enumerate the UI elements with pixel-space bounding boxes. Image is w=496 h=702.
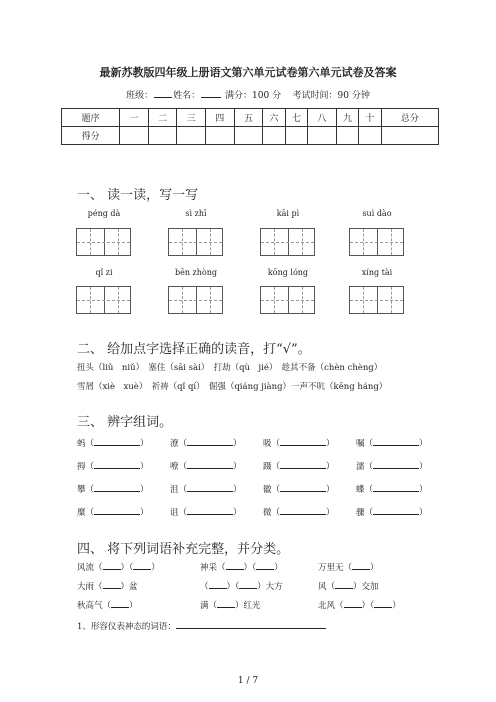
- score-input-cell[interactable]: [177, 127, 206, 145]
- page-number: 1 / 7: [237, 676, 259, 686]
- word-group-item: 糜（ ）: [77, 508, 149, 518]
- score-input-cell[interactable]: [206, 127, 235, 145]
- word-group-blank[interactable]: [187, 460, 233, 469]
- writing-grid[interactable]: [349, 228, 404, 256]
- section-4-heading: 四、 将下列词语补充完整，并分类。: [77, 542, 290, 557]
- score-input-cell[interactable]: [308, 127, 337, 145]
- score-header-cell: 三: [177, 109, 206, 127]
- fill-blank[interactable]: [103, 580, 121, 589]
- score-table-score-row: [62, 127, 439, 145]
- pinyin-label: bēn zhòng: [174, 268, 217, 277]
- score-input-cell[interactable]: [148, 127, 177, 145]
- word-group-char: 糜: [77, 508, 86, 518]
- word-group-blank[interactable]: [280, 483, 326, 492]
- word-group-blank[interactable]: [94, 483, 140, 492]
- word-group-item: 蝶（ ）: [356, 485, 428, 495]
- word-group-char: 微: [263, 508, 272, 518]
- writing-grid[interactable]: [260, 228, 315, 256]
- score-header-cell: 二: [148, 109, 177, 127]
- score-header-cell: 题序: [62, 109, 120, 127]
- writing-grid[interactable]: [168, 286, 223, 314]
- writing-grid[interactable]: [76, 286, 131, 314]
- section-2-heading: 二、 给加点字选择正确的读音，打“√”。: [77, 342, 311, 357]
- word-group-char: 沮: [170, 485, 179, 495]
- section-3-heading: 三、 辨字组词。: [77, 415, 173, 430]
- score-input-cell[interactable]: [336, 127, 358, 145]
- score-header-cell: 八: [308, 109, 337, 127]
- class-label: 班级：: [126, 91, 154, 101]
- fill-item: 风（ ）交加: [318, 582, 379, 592]
- fill-blank[interactable]: [226, 561, 244, 570]
- score-input-cell[interactable]: [234, 127, 263, 145]
- fill-blank[interactable]: [103, 561, 121, 570]
- name-label: 姓名：: [173, 91, 201, 101]
- score-input-cell[interactable]: [120, 127, 149, 145]
- word-group-blank[interactable]: [94, 460, 140, 469]
- word-group-blank[interactable]: [94, 437, 140, 446]
- word-group-char: 骤: [356, 508, 365, 518]
- word-group-item: 嘹（ ）: [170, 462, 242, 472]
- word-group-char: 蚂: [77, 439, 86, 449]
- fill-item: 满（ ）红光: [200, 601, 261, 611]
- fill-item: 风流（ ）（ ）: [77, 563, 160, 573]
- word-group-char: 嘹: [170, 462, 179, 472]
- word-group-item: 沮（ ）: [170, 485, 242, 495]
- word-group-blank[interactable]: [94, 506, 140, 515]
- classify-question-1: 1、形容仪表神态的词语：: [77, 620, 326, 632]
- paper-title: 最新苏教版四年级上册语文第六单元试卷第六单元试卷及答案: [99, 66, 397, 79]
- score-header-cell: 十: [359, 109, 381, 127]
- pinyin-label: sì zhī: [185, 209, 207, 218]
- fill-item: 秋高气（ ）: [77, 601, 138, 611]
- answer-line[interactable]: [176, 620, 326, 629]
- word-group-char: 攀: [77, 485, 86, 495]
- score-header-cell: 九: [336, 109, 358, 127]
- pinyin-label: kāi pì: [276, 209, 300, 218]
- word-group-item: 蚂（ ）: [77, 439, 149, 449]
- fill-blank[interactable]: [209, 580, 227, 589]
- word-group-char: 蹑: [263, 462, 272, 472]
- score-header-cell: 五: [234, 109, 263, 127]
- pronunciation-line-1: 扭头（liǔ niǔ） 塞住（sāi sài） 打劫（qù jié） 趁其不备（chèn chèng）: [77, 363, 383, 373]
- word-group-char: 濡: [356, 462, 365, 472]
- score-input-cell[interactable]: [263, 127, 285, 145]
- word-group-char: 蝶: [356, 485, 365, 495]
- word-group-blank[interactable]: [373, 506, 419, 515]
- word-group-blank[interactable]: [187, 483, 233, 492]
- score-input-cell[interactable]: [381, 127, 438, 145]
- score-header-cell: 六: [263, 109, 285, 127]
- score-table-header-row: [62, 109, 439, 127]
- score-header-cell: 一: [120, 109, 149, 127]
- score-header-cell: 七: [285, 109, 307, 127]
- full-score: 满分：100 分: [225, 91, 282, 101]
- name-blank: [201, 88, 221, 98]
- score-table: [61, 108, 439, 145]
- pinyin-label: suì dào: [362, 209, 392, 218]
- pronunciation-line-2: 雪屑（xiè xuè） 祈祷（qǐ qí） 倔强（qiáng jiàng）一声不吭（kēng háng）: [77, 382, 388, 392]
- word-group-item: 徽（ ）: [263, 485, 335, 495]
- score-row-label: 得分: [62, 127, 120, 145]
- exam-info: [0, 88, 496, 101]
- class-blank: [154, 88, 172, 98]
- fill-blank[interactable]: [256, 561, 274, 570]
- writing-grid[interactable]: [260, 286, 315, 314]
- word-group-blank[interactable]: [187, 437, 233, 446]
- pinyin-label: qǐ zi: [95, 268, 113, 277]
- exam-time: 考试时间：90 分钟: [292, 91, 370, 101]
- word-group-item: 骤（ ）: [356, 508, 428, 518]
- fill-item: 万里无（ ）: [318, 563, 379, 573]
- word-group-blank[interactable]: [187, 506, 233, 515]
- writing-grid[interactable]: [349, 286, 404, 314]
- score-input-cell[interactable]: [359, 127, 381, 145]
- word-group-item: 潦（ ）: [170, 439, 242, 449]
- word-group-blank[interactable]: [280, 506, 326, 515]
- word-group-item: 诅（ ）: [170, 508, 242, 518]
- pinyin-label: xíng tài: [361, 268, 393, 277]
- word-group-blank[interactable]: [280, 437, 326, 446]
- fill-blank[interactable]: [133, 561, 151, 570]
- word-group-char: 拇: [77, 462, 86, 472]
- word-group-char: 徽: [263, 485, 272, 495]
- fill-item: 大雨（ ）盆: [77, 582, 138, 592]
- fill-blank[interactable]: [374, 599, 392, 608]
- writing-grid[interactable]: [168, 228, 223, 256]
- fill-blank[interactable]: [335, 580, 353, 589]
- word-group-item: 微（ ）: [263, 508, 335, 518]
- word-group-char: 嘱: [356, 439, 365, 449]
- word-group-blank[interactable]: [373, 460, 419, 469]
- score-header-cell: 四: [206, 109, 235, 127]
- pinyin-label: péng dà: [87, 209, 121, 218]
- word-group-char: 潦: [170, 439, 179, 449]
- fill-blank[interactable]: [344, 599, 362, 608]
- fill-blank[interactable]: [111, 599, 129, 608]
- fill-item: （ ）（ ）大方: [200, 582, 283, 592]
- score-header-cell: 总分: [381, 109, 438, 127]
- word-group-char: 吸: [263, 439, 272, 449]
- writing-grid[interactable]: [76, 228, 131, 256]
- word-group-blank[interactable]: [373, 437, 419, 446]
- word-group-char: 诅: [170, 508, 179, 518]
- fill-item: 北风（ ）（ ）: [318, 601, 401, 611]
- fill-blank[interactable]: [352, 561, 370, 570]
- word-group-item: 濡（ ）: [356, 462, 428, 472]
- word-group-item: 攀（ ）: [77, 485, 149, 495]
- word-group-item: 拇（ ）: [77, 462, 149, 472]
- word-group-blank[interactable]: [280, 460, 326, 469]
- fill-blank[interactable]: [239, 580, 257, 589]
- section-1-heading: 一、 读一读，写一写: [77, 188, 199, 203]
- score-input-cell[interactable]: [285, 127, 307, 145]
- fill-blank[interactable]: [217, 599, 235, 608]
- word-group-item: 蹑（ ）: [263, 462, 335, 472]
- fill-item: 神采（ ）（ ）: [200, 563, 283, 573]
- word-group-item: 吸（ ）: [263, 439, 335, 449]
- word-group-item: 嘱（ ）: [356, 439, 428, 449]
- word-group-blank[interactable]: [373, 483, 419, 492]
- pinyin-label: kōng lóng: [267, 268, 309, 277]
